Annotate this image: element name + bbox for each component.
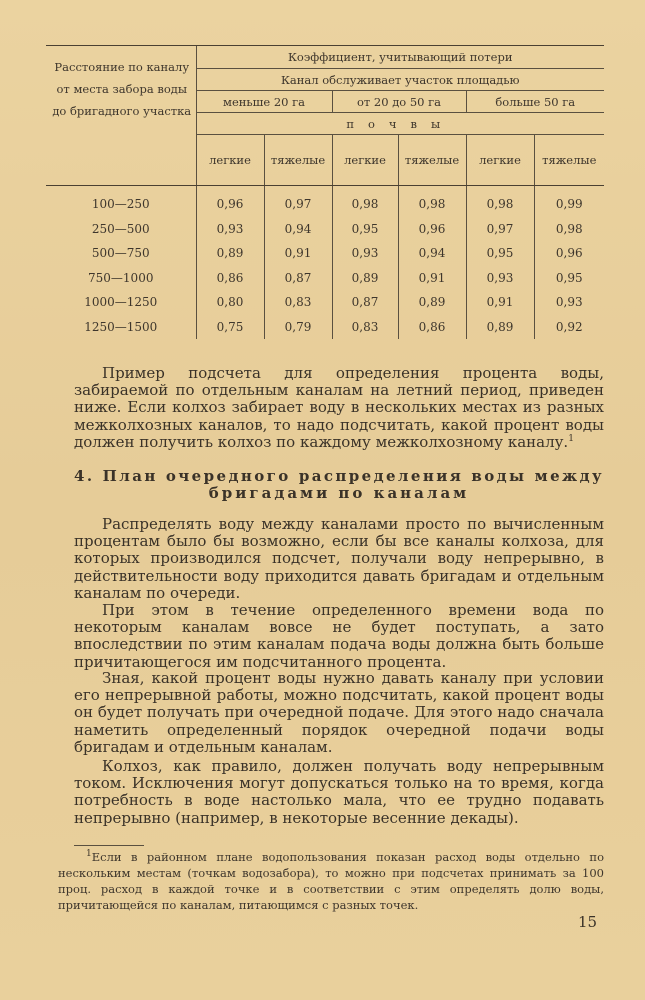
soil-type: легкие: [466, 135, 534, 186]
value-cell: 0,87: [332, 290, 398, 315]
footnote: $^1$Если в районном плане водопользования показан расход воды отдельно по нескольким местам (точкам водозабора), то можно при подсчетах принимать за 100 проц. расход в каждой точке и в соответствии с этим определять долю воды, причитающейся по каналам, питающимся с разных точек.: [58, 849, 604, 912]
value-cell: 0,93: [466, 266, 534, 291]
value-cell: 0,91: [398, 266, 466, 291]
footnote-divider: [74, 845, 144, 846]
coef-header: Коэффициент, учитывающий потери: [196, 46, 604, 69]
range-cell: 250—500: [91, 221, 150, 236]
value-cell: 0,79: [264, 315, 332, 340]
value-cell: 0,89: [332, 266, 398, 291]
range-cell: 500—750: [91, 246, 150, 261]
value-cell: 0,89: [466, 315, 534, 340]
value-cell: 0,98: [534, 217, 604, 242]
range-cell: 1000—1250: [84, 295, 158, 310]
section-heading: [74, 468, 604, 502]
value-cell: 0,80: [196, 290, 264, 315]
value-cell: 0,97: [264, 186, 332, 217]
value-cell: 0,92: [534, 315, 604, 340]
value-cell: 0,91: [466, 290, 534, 315]
value-cell: 0,89: [398, 290, 466, 315]
range-cell: 1250—1500: [84, 319, 158, 334]
paragraph: Колхоз, как правило, должен получать воду непрерывным током. Исключения могут допускаться только на то время, когда потребность в воде настолько мала, что ее трудно подавать непрерывно (например, в некоторые весенние декады).: [74, 757, 604, 827]
value-cell: 0,86: [196, 266, 264, 291]
paragraph: При этом в течение определенного времени вода по некоторым каналам вовсе не будет поступать, а зато впоследствии по этим каналам подача воды должна быть больше причитающегося им подсчитанного процента.: [74, 601, 604, 671]
table-row: [46, 186, 604, 217]
table-row: [46, 290, 604, 315]
value-cell: 0,98: [332, 186, 398, 217]
value-cell: 0,94: [398, 241, 466, 266]
soil-type: легкие: [332, 135, 398, 186]
value-cell: 0,86: [398, 315, 466, 340]
value-cell: 0,95: [534, 266, 604, 291]
value-cell: 0,93: [332, 241, 398, 266]
value-cell: 0,87: [264, 266, 332, 291]
value-cell: 0,83: [332, 315, 398, 340]
value-cell: 0,75: [196, 315, 264, 340]
value-cell: 0,99: [534, 186, 604, 217]
value-cell: 0,93: [534, 290, 604, 315]
table-row: [46, 315, 604, 340]
value-cell: 0,93: [196, 217, 264, 242]
paragraph: Зная, какой процент воды нужно давать каналу при условии его непрерывной работы, можно подсчитать, какой процент воды он будет получать при очередной подаче. Для этого надо сначала наметить определенный порядок очередной подачи воды бригадам и отдельным каналам.: [74, 669, 604, 756]
value-cell: 0,95: [332, 217, 398, 242]
range-cell: 100—250: [91, 197, 150, 212]
footnote-marker: 1: [86, 849, 92, 860]
value-cell: 0,96: [398, 217, 466, 242]
loss-coefficient-table: [46, 45, 604, 339]
paragraph: Распределять воду между каналами просто по вычисленным процентам было бы возможно, если бы все каналы колхоза, для которых производился подсчет, получали воду непрерывно, в действительности воду приходится давать бригадам и отдельным каналам по очереди.: [74, 515, 604, 602]
value-cell: 0,98: [466, 186, 534, 217]
range-cell: 750—1000: [88, 270, 154, 285]
value-cell: 0,96: [196, 186, 264, 217]
value-cell: 0,96: [534, 241, 604, 266]
section-heading-line1: 4. План очередного распределения воды между: [74, 467, 604, 485]
value-cell: 0,94: [264, 217, 332, 242]
stub-header: Расстояние по каналу от места забора воды до бригадного участка: [46, 46, 196, 186]
value-cell: 0,91: [264, 241, 332, 266]
value-cell: 0,95: [466, 241, 534, 266]
area-header: Канал обслуживает участок площадью: [196, 69, 604, 91]
soil-type: тяжелые: [264, 135, 332, 186]
footnote-reference: 1: [568, 433, 574, 444]
value-cell: 0,89: [196, 241, 264, 266]
table-row: [46, 217, 604, 242]
value-cell: 0,83: [264, 290, 332, 315]
table-row: [46, 241, 604, 266]
soil-type: тяжелые: [398, 135, 466, 186]
soil-header: почвы: [196, 113, 604, 135]
value-cell: 0,98: [398, 186, 466, 217]
table-row: [46, 266, 604, 291]
soil-type: тяжелые: [534, 135, 604, 186]
area-group: больше 50 га: [466, 91, 604, 113]
intro-paragraph: Пример подсчета для определения процента воды, забираемой по отдельным каналам на летний период, приведен ниже. Если колхоз забирает воду в нескольких местах из разных межколхозных каналов, то надо подсчитать, какой процент воды должен получить колхоз по каждому межколхозному каналу.$^1$: [74, 364, 604, 451]
area-group: меньше 20 га: [196, 91, 332, 113]
page-number: 15: [578, 913, 598, 931]
soil-type: легкие: [196, 135, 264, 186]
section-heading-line2: бригадами по каналам: [208, 484, 470, 502]
value-cell: 0,97: [466, 217, 534, 242]
area-group: от 20 до 50 га: [332, 91, 466, 113]
